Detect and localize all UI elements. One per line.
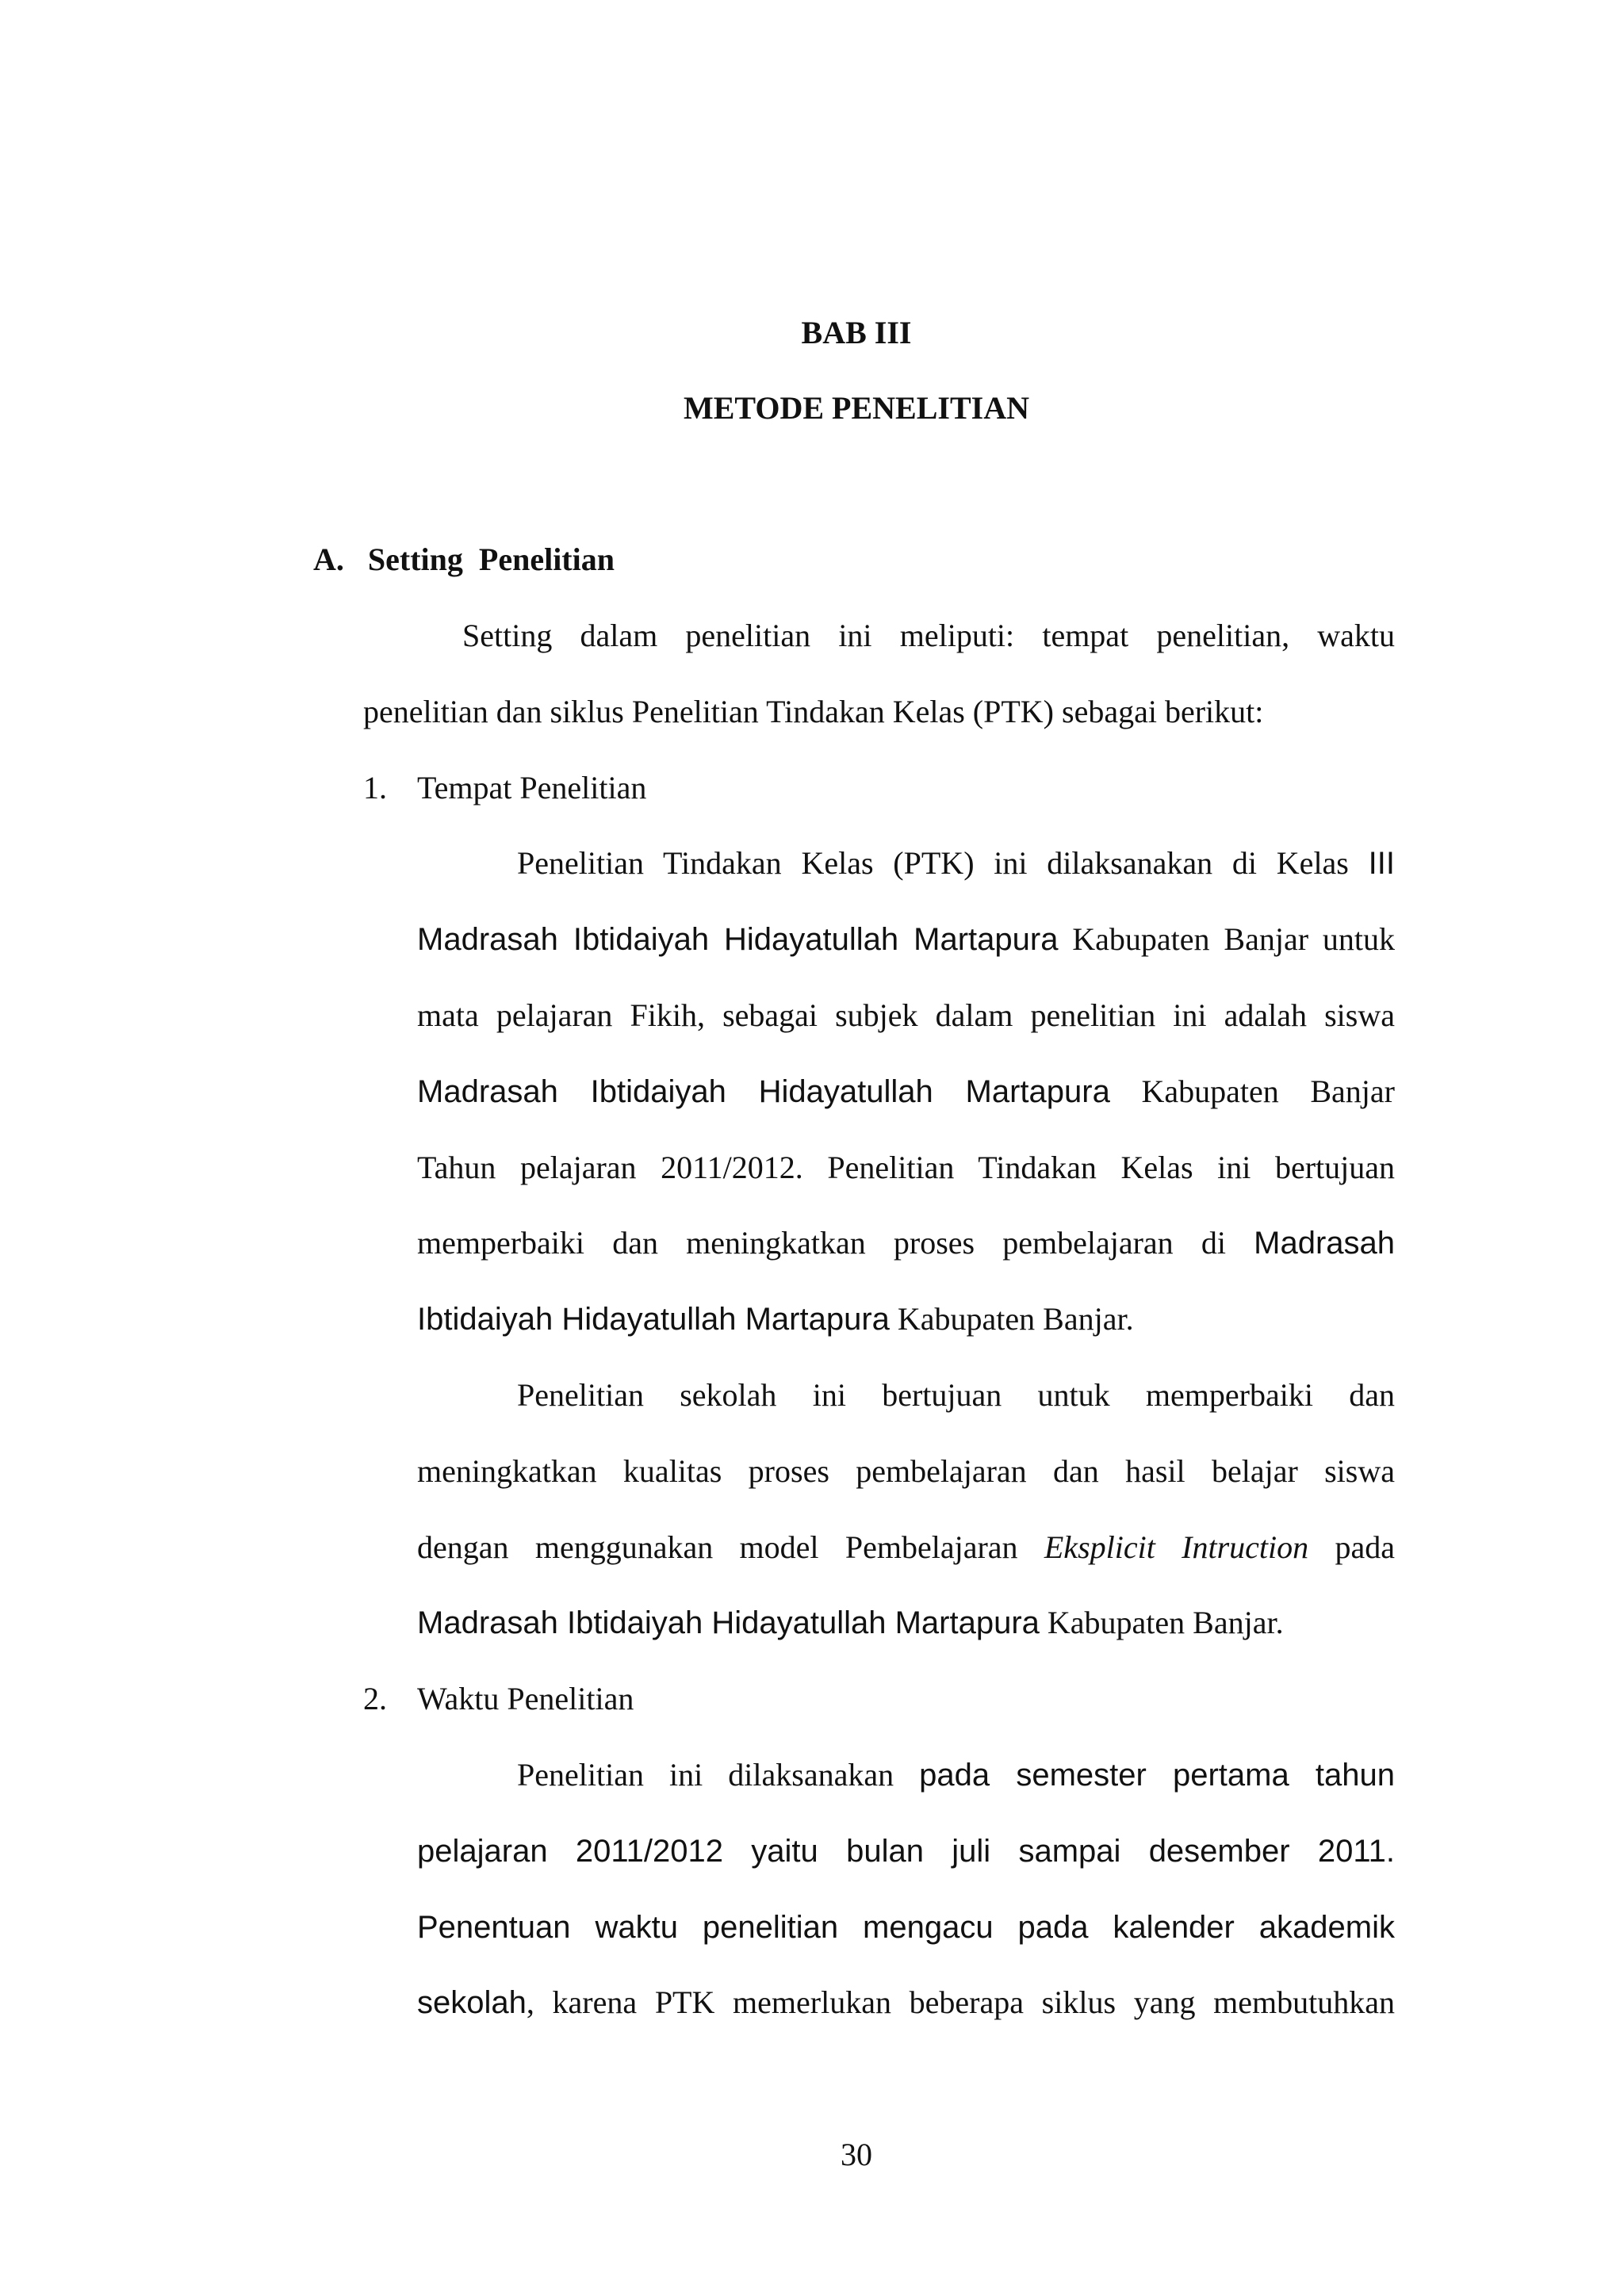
p1-line-1-class: III [1368,846,1395,881]
p1-line-5: Tahun pelajaran 2011/2012. Penelitian Tindakan Kelas ini bertujuan [417,1150,1395,1185]
list-number-2: 2. [363,1681,387,1716]
p1-line-2 [417,920,1395,959]
list-title-2: Waktu Penelitian [417,1681,634,1716]
p2-line-4 [417,1604,1284,1642]
p3-line-3: Penentuan waktu penelitian mengacu pada kalender akademik [417,1910,1395,1945]
p3-line-4-text: , karena PTK memerlukan beberapa siklus yang membutuhkan [526,1984,1395,2020]
chapter-label: BAB III [801,315,912,350]
method-name: Eksplicit Intruction [1044,1529,1309,1565]
p1-line-1-text: Penelitian Tindakan Kelas (PTK) ini dilaksanakan di Kelas [517,845,1369,881]
p1-line-6 [417,1224,1395,1262]
p1-line-6-text: memperbaiki dan meningkatkan proses pembelajaran di [417,1225,1254,1261]
p1-line-3: mata pelajaran Fikih, sebagai subjek dalam penelitian ini adalah siswa [417,997,1395,1033]
p1-line-1 [517,844,1395,882]
p2-line-3-tail: pada [1308,1529,1395,1565]
section-heading: A. Setting Penelitian [313,541,615,577]
p2-line-4-text: Kabupaten Banjar. [1039,1605,1284,1640]
school-name: Madrasah Ibtidaiyah Hidayatullah Martapura [417,922,1059,957]
p1-line-2-text: Kabupaten Banjar untuk [1058,921,1395,957]
p3-line-1-text: Penelitian ini dilaksanakan [517,1757,920,1793]
chapter-title: METODE PENELITIAN [683,390,1029,426]
p3-line-4 [417,1984,1395,2022]
p3-line-1 [517,1756,1395,1794]
p1-line-7 [417,1300,1134,1338]
p3-line-2: pelajaran 2011/2012 yaitu bulan juli sampai desember 2011. [417,1834,1395,1869]
p2-line-3 [417,1529,1395,1567]
p1-line-4 [417,1073,1395,1111]
p1-line-7-text: Kabupaten Banjar. [889,1301,1134,1337]
p2-line-2: meningkatkan kualitas proses pembelajaran dan hasil belajar siswa [417,1453,1395,1489]
p2-line-3-text: dengan menggunakan model Pembelajaran [417,1529,1044,1565]
p3-line-4-sans: sekolah [417,1985,527,2020]
school-name-part: Madrasah [1254,1226,1395,1261]
p1-line-4-text: Kabupaten Banjar [1109,1073,1395,1109]
school-name: Madrasah Ibtidaiyah Hidayatullah Martapura [417,1074,1110,1109]
intro-line-2: penelitian dan siklus Penelitian Tindakan Kelas (PTK) sebagai berikut: [363,694,1264,729]
school-name: Madrasah Ibtidaiyah Hidayatullah Martapura [417,1605,1040,1640]
page-number: 30 [841,2137,872,2172]
p3-line-1-sans: pada semester pertama tahun [919,1758,1395,1793]
p2-line-1: Penelitian sekolah ini bertujuan untuk memperbaiki dan [517,1377,1395,1413]
school-name-part: Ibtidaiyah Hidayatullah Martapura [417,1302,890,1337]
intro-line-1: Setting dalam penelitian ini meliputi: tempat penelitian, waktu [462,618,1395,653]
list-number-1: 1. [363,770,387,806]
list-title-1: Tempat Penelitian [417,770,647,806]
